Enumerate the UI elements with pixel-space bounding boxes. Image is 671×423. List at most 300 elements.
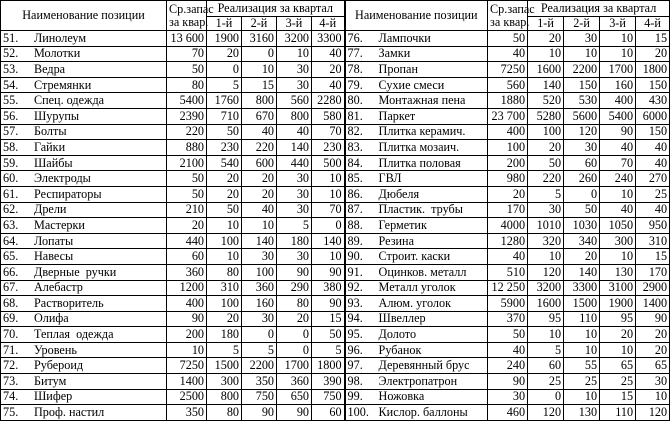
item-name: Стремянки <box>34 77 92 92</box>
item-name-cell <box>345 77 488 93</box>
quarter-cell: 120 <box>528 405 564 421</box>
item-number: 55. <box>3 93 19 108</box>
quarter-cell: 20 <box>636 46 670 62</box>
item-number: 67. <box>3 280 19 295</box>
item-name: Плитка половая <box>378 155 461 170</box>
quarter-cell: 3200 <box>277 31 312 47</box>
stock-cell: 200 <box>167 327 207 343</box>
item-number: 66. <box>3 264 19 279</box>
quarter-cell: 30 <box>277 186 312 202</box>
quarter-cell: 100 <box>207 233 242 249</box>
item-number: 100. <box>347 405 369 420</box>
quarter-cell: 530 <box>564 93 600 109</box>
item-name: Линолеум <box>34 30 87 45</box>
item-name-cell <box>345 389 488 405</box>
quarter-cell: 20 <box>242 171 277 187</box>
quarter-cell: 95 <box>528 311 564 327</box>
quarter-cell: 15 <box>600 389 636 405</box>
item-name: Гайки <box>34 139 66 154</box>
quarter-cell: 30 <box>528 202 564 218</box>
item-name-cell <box>345 202 488 218</box>
quarter-cell: 140 <box>242 233 277 249</box>
item-name-cell <box>345 186 488 202</box>
item-name: Монтажная пена <box>378 93 466 108</box>
item-number: 78. <box>347 61 363 76</box>
stock-cell: 1400 <box>167 374 207 390</box>
item-number: 87. <box>347 202 363 217</box>
item-number: 96. <box>347 342 363 357</box>
item-number: 77. <box>347 46 363 61</box>
quarter-cell: 30 <box>277 77 312 93</box>
table-row <box>1 405 670 421</box>
quarter-cell: 2200 <box>242 358 277 374</box>
quarter-cell: 10 <box>600 186 636 202</box>
quarter-cell: 100 <box>528 124 564 140</box>
quarter-cell: 90 <box>277 264 312 280</box>
item-number: 64. <box>3 233 19 248</box>
quarter-cell: 10 <box>600 46 636 62</box>
table-row <box>1 140 670 156</box>
quarter-cell: 340 <box>564 233 600 249</box>
item-name-cell <box>345 405 488 421</box>
item-name-cell <box>1 342 167 358</box>
stock-cell: 90 <box>488 374 528 390</box>
item-name-cell <box>1 374 167 390</box>
quarter-cell: 40 <box>600 140 636 156</box>
stock-cell: 460 <box>488 405 528 421</box>
stock-cell: 370 <box>488 311 528 327</box>
item-number: 61. <box>3 186 19 201</box>
item-name: Шурупы <box>34 108 80 123</box>
quarter-cell: 10 <box>600 249 636 265</box>
quarter-cell: 2900 <box>636 280 670 296</box>
quarter-cell: 60 <box>528 358 564 374</box>
quarter-cell: 50 <box>312 327 345 343</box>
item-number: 76. <box>347 30 363 45</box>
quarter-cell: 10 <box>564 389 600 405</box>
quarter-cell: 20 <box>207 186 242 202</box>
stock-cell: 1200 <box>167 280 207 296</box>
quarter-cell: 60 <box>564 155 600 171</box>
stock-cell: 440 <box>167 233 207 249</box>
item-number: 51. <box>3 30 19 45</box>
item-name: Олифа <box>34 311 69 326</box>
stock-cell: 2100 <box>167 155 207 171</box>
quarter-cell: 5280 <box>528 108 564 124</box>
item-name-cell <box>1 77 167 93</box>
table-row <box>1 249 670 265</box>
quarter-cell: 5 <box>277 218 312 234</box>
item-name-cell <box>345 327 488 343</box>
table-row <box>1 358 670 374</box>
table-row <box>1 77 670 93</box>
quarter-cell: 90 <box>600 124 636 140</box>
col-header-q1-right: 1-й <box>528 17 564 31</box>
quarter-cell: 750 <box>242 389 277 405</box>
item-number: 91. <box>347 264 363 279</box>
quarter-cell: 600 <box>242 155 277 171</box>
item-name-cell <box>345 280 488 296</box>
quarter-cell: 20 <box>207 311 242 327</box>
item-number: 90. <box>347 249 363 264</box>
stock-cell: 400 <box>488 124 528 140</box>
quarter-cell: 10 <box>207 249 242 265</box>
item-name-cell <box>1 327 167 343</box>
quarter-cell: 0 <box>312 218 345 234</box>
table-row <box>1 93 670 109</box>
quarter-cell: 10 <box>636 389 670 405</box>
quarter-cell: 10 <box>528 249 564 265</box>
quarter-cell: 50 <box>207 124 242 140</box>
quarter-cell: 40 <box>242 202 277 218</box>
quarter-cell: 95 <box>600 311 636 327</box>
item-name-cell <box>1 140 167 156</box>
header-row-1 <box>1 1 670 17</box>
quarter-cell: 110 <box>600 405 636 421</box>
stock-cell: 360 <box>167 264 207 280</box>
item-name-cell <box>345 93 488 109</box>
quarter-cell: 0 <box>242 327 277 343</box>
stock-cell: 210 <box>167 202 207 218</box>
quarter-cell: 270 <box>636 171 670 187</box>
table-row <box>1 218 670 234</box>
table-row <box>1 108 670 124</box>
item-number: 86. <box>347 186 363 201</box>
quarter-cell: 10 <box>600 342 636 358</box>
item-number: 74. <box>3 389 19 404</box>
quarter-cell: 160 <box>242 296 277 312</box>
item-name: Шифер <box>34 389 73 404</box>
quarter-cell: 25 <box>528 374 564 390</box>
item-name-cell <box>1 108 167 124</box>
table-row <box>1 233 670 249</box>
item-number: 98. <box>347 373 363 388</box>
stock-cell: 560 <box>488 77 528 93</box>
quarter-cell: 50 <box>564 202 600 218</box>
quarter-cell: 180 <box>277 233 312 249</box>
quarter-cell: 20 <box>242 186 277 202</box>
quarter-cell: 10 <box>564 342 600 358</box>
stock-cell: 400 <box>167 296 207 312</box>
item-name-cell <box>1 155 167 171</box>
item-number: 89. <box>347 233 363 248</box>
quarter-cell: 310 <box>636 233 670 249</box>
stock-cell: 980 <box>488 171 528 187</box>
quarter-cell: 80 <box>207 405 242 421</box>
quarter-cell: 150 <box>636 124 670 140</box>
stock-cell: 90 <box>167 311 207 327</box>
item-name-cell <box>1 233 167 249</box>
quarter-cell: 180 <box>207 327 242 343</box>
quarter-cell: 6000 <box>636 108 670 124</box>
quarter-cell: 90 <box>277 405 312 421</box>
stock-cell: 220 <box>167 124 207 140</box>
quarter-cell: 350 <box>242 374 277 390</box>
quarter-cell: 650 <box>277 389 312 405</box>
stock-cell: 50 <box>167 186 207 202</box>
quarter-cell: 140 <box>564 264 600 280</box>
stock-cell: 200 <box>488 155 528 171</box>
quarter-cell: 140 <box>277 140 312 156</box>
quarter-cell: 90 <box>312 296 345 312</box>
quarter-cell: 20 <box>528 31 564 47</box>
quarter-cell: 25 <box>600 374 636 390</box>
item-number: 97. <box>347 358 363 373</box>
col-header-q2-right: 2-й <box>564 17 600 31</box>
quarter-cell: 90 <box>636 311 670 327</box>
item-name-cell <box>345 342 488 358</box>
col-header-name-left: Наименование позиции <box>1 1 167 31</box>
quarter-cell: 5 <box>528 342 564 358</box>
quarter-cell: 1030 <box>564 218 600 234</box>
quarter-cell: 380 <box>312 280 345 296</box>
item-number: 82. <box>347 124 363 139</box>
item-name: Ножовка <box>378 389 425 404</box>
quarter-cell: 1400 <box>636 296 670 312</box>
item-name-cell <box>1 31 167 47</box>
quarter-cell: 580 <box>312 108 345 124</box>
item-name: Рубанок <box>378 342 422 357</box>
item-name-cell <box>345 296 488 312</box>
quarter-cell: 1500 <box>564 296 600 312</box>
col-header-q4-left: 4-й <box>312 17 345 31</box>
table-row <box>1 342 670 358</box>
item-name: Битум <box>34 373 67 388</box>
col-header-stock-line1: Ср.запас <box>169 1 214 16</box>
quarter-cell: 20 <box>277 311 312 327</box>
quarter-cell: 100 <box>242 264 277 280</box>
stock-cell: 4000 <box>488 218 528 234</box>
item-number: 92. <box>347 280 363 295</box>
item-name: Алюм. уголок <box>378 295 451 310</box>
quarter-cell: 10 <box>207 218 242 234</box>
quarter-cell: 5 <box>207 77 242 93</box>
item-name: Лопаты <box>34 233 74 248</box>
item-number: 83. <box>347 139 363 154</box>
item-name-cell <box>345 108 488 124</box>
stock-cell: 12 250 <box>488 280 528 296</box>
item-name-cell <box>1 93 167 109</box>
item-name: Дверные ручки <box>34 264 117 279</box>
col-header-q1-left: 1-й <box>207 17 242 31</box>
item-name-cell <box>1 124 167 140</box>
item-name-cell <box>1 280 167 296</box>
quarter-cell: 100 <box>207 296 242 312</box>
quarter-cell: 25 <box>564 374 600 390</box>
quarter-cell: 10 <box>564 327 600 343</box>
stock-cell: 20 <box>167 218 207 234</box>
item-name-cell <box>1 389 167 405</box>
table-row <box>1 62 670 78</box>
item-name: Паркет <box>378 108 416 123</box>
quarter-cell: 20 <box>600 327 636 343</box>
quarter-cell: 90 <box>242 405 277 421</box>
item-name: Электропатрон <box>378 373 458 388</box>
item-name-cell <box>345 358 488 374</box>
quarter-cell: 0 <box>564 186 600 202</box>
stock-cell: 10 <box>167 342 207 358</box>
item-number: 85. <box>347 171 363 186</box>
item-number: 63. <box>3 217 19 232</box>
quarter-cell: 30 <box>277 202 312 218</box>
table-row <box>1 155 670 171</box>
stock-cell: 240 <box>488 358 528 374</box>
quarter-cell: 1600 <box>528 62 564 78</box>
item-number: 81. <box>347 108 363 123</box>
quarter-cell: 710 <box>207 108 242 124</box>
quarter-cell: 140 <box>312 233 345 249</box>
table-row <box>1 202 670 218</box>
quarter-cell: 30 <box>277 62 312 78</box>
item-number: 70. <box>3 327 19 342</box>
quarter-cell: 1800 <box>312 358 345 374</box>
item-number: 69. <box>3 311 19 326</box>
item-name-cell <box>345 374 488 390</box>
item-name-cell <box>345 264 488 280</box>
quarter-cell: 3300 <box>312 31 345 47</box>
item-number: 88. <box>347 217 363 232</box>
quarter-cell: 300 <box>600 233 636 249</box>
item-number: 72. <box>3 358 19 373</box>
item-number: 84. <box>347 155 363 170</box>
quarter-cell: 80 <box>277 296 312 312</box>
table-row <box>1 124 670 140</box>
table-row <box>1 389 670 405</box>
table-body <box>1 31 670 421</box>
item-number: 95. <box>347 327 363 342</box>
quarter-cell: 1900 <box>600 296 636 312</box>
item-name: Уровень <box>34 342 77 357</box>
quarter-cell: 2200 <box>564 62 600 78</box>
item-name-cell <box>1 218 167 234</box>
quarter-cell: 40 <box>600 202 636 218</box>
table-row <box>1 280 670 296</box>
item-name: Растворитель <box>34 295 104 310</box>
item-name-cell <box>1 358 167 374</box>
quarter-cell: 20 <box>636 342 670 358</box>
quarter-cell: 500 <box>312 155 345 171</box>
item-name-cell <box>1 202 167 218</box>
quarter-cell: 50 <box>207 202 242 218</box>
quarter-cell: 220 <box>528 171 564 187</box>
quarter-cell: 750 <box>312 389 345 405</box>
item-name-cell <box>1 249 167 265</box>
quarter-cell: 5 <box>528 186 564 202</box>
table-row <box>1 374 670 390</box>
stock-cell: 13 600 <box>167 31 207 47</box>
quarter-cell: 0 <box>277 327 312 343</box>
quarter-cell: 30 <box>564 31 600 47</box>
quarter-cell: 5 <box>207 342 242 358</box>
quarter-cell: 10 <box>528 46 564 62</box>
col-header-stock-line2: за квар. <box>490 14 530 29</box>
item-name: Рубероид <box>34 358 84 373</box>
item-name-cell <box>1 311 167 327</box>
item-number: 68. <box>3 295 19 310</box>
item-name: Респираторы <box>34 186 102 201</box>
item-name: Кислор. баллоны <box>378 405 468 420</box>
item-name: Алебастр <box>34 280 83 295</box>
item-name-cell <box>1 296 167 312</box>
item-name: Навесы <box>34 249 74 264</box>
item-name: Пластик. трубы <box>378 202 463 217</box>
quarter-cell: 260 <box>564 171 600 187</box>
quarter-cell: 1760 <box>207 93 242 109</box>
item-name-cell <box>345 31 488 47</box>
stock-cell: 1880 <box>488 93 528 109</box>
quarter-cell: 1900 <box>207 31 242 47</box>
quarter-cell: 15 <box>242 77 277 93</box>
stock-cell: 30 <box>488 389 528 405</box>
quarter-cell: 2280 <box>312 93 345 109</box>
item-name: Замки <box>378 46 411 61</box>
quarter-cell: 15 <box>312 311 345 327</box>
stock-cell: 2500 <box>167 389 207 405</box>
quarter-cell: 310 <box>207 280 242 296</box>
quarter-cell: 40 <box>636 202 670 218</box>
item-name: Электроды <box>34 171 91 186</box>
quarter-cell: 40 <box>242 124 277 140</box>
quarter-cell: 20 <box>207 46 242 62</box>
quarter-cell: 240 <box>600 171 636 187</box>
quarter-cell: 1800 <box>636 62 670 78</box>
item-name: Деревянный брус <box>378 358 470 373</box>
item-name: Дрели <box>34 202 67 217</box>
col-header-name-right: Наименование позиции <box>345 1 488 31</box>
quarter-cell: 360 <box>277 374 312 390</box>
quarter-cell: 40 <box>636 140 670 156</box>
stock-cell: 2390 <box>167 108 207 124</box>
quarter-cell: 70 <box>312 202 345 218</box>
item-name-cell <box>345 218 488 234</box>
stock-cell: 50 <box>167 62 207 78</box>
quarter-cell: 30 <box>242 311 277 327</box>
item-number: 65. <box>3 249 19 264</box>
quarter-cell: 120 <box>528 264 564 280</box>
item-number: 93. <box>347 295 363 310</box>
quarter-cell: 1600 <box>528 296 564 312</box>
quarter-cell: 65 <box>600 358 636 374</box>
stock-cell: 7250 <box>488 62 528 78</box>
quarter-cell: 800 <box>207 389 242 405</box>
item-name: Шайбы <box>34 155 73 170</box>
item-name: Спец. одежда <box>34 93 105 108</box>
quarter-cell: 10 <box>312 171 345 187</box>
quarter-cell: 120 <box>564 124 600 140</box>
stock-cell: 40 <box>488 46 528 62</box>
quarter-cell: 30 <box>277 171 312 187</box>
stock-cell: 510 <box>488 264 528 280</box>
item-number: 60. <box>3 171 19 186</box>
item-number: 80. <box>347 93 363 108</box>
quarter-cell: 220 <box>242 140 277 156</box>
quarter-cell: 230 <box>207 140 242 156</box>
item-number: 59. <box>3 155 19 170</box>
item-number: 56. <box>3 108 19 123</box>
table-row <box>1 327 670 343</box>
quarter-cell: 3200 <box>528 280 564 296</box>
item-name-cell <box>345 249 488 265</box>
item-name-cell <box>1 405 167 421</box>
item-number: 54. <box>3 77 19 92</box>
item-name: Строит. каски <box>378 249 451 264</box>
quarter-cell: 10 <box>312 186 345 202</box>
item-name-cell <box>1 186 167 202</box>
item-name-cell <box>345 62 488 78</box>
col-header-stock-right <box>488 1 535 31</box>
item-name: Сухие смеси <box>378 77 445 92</box>
item-number: 53. <box>3 61 19 76</box>
